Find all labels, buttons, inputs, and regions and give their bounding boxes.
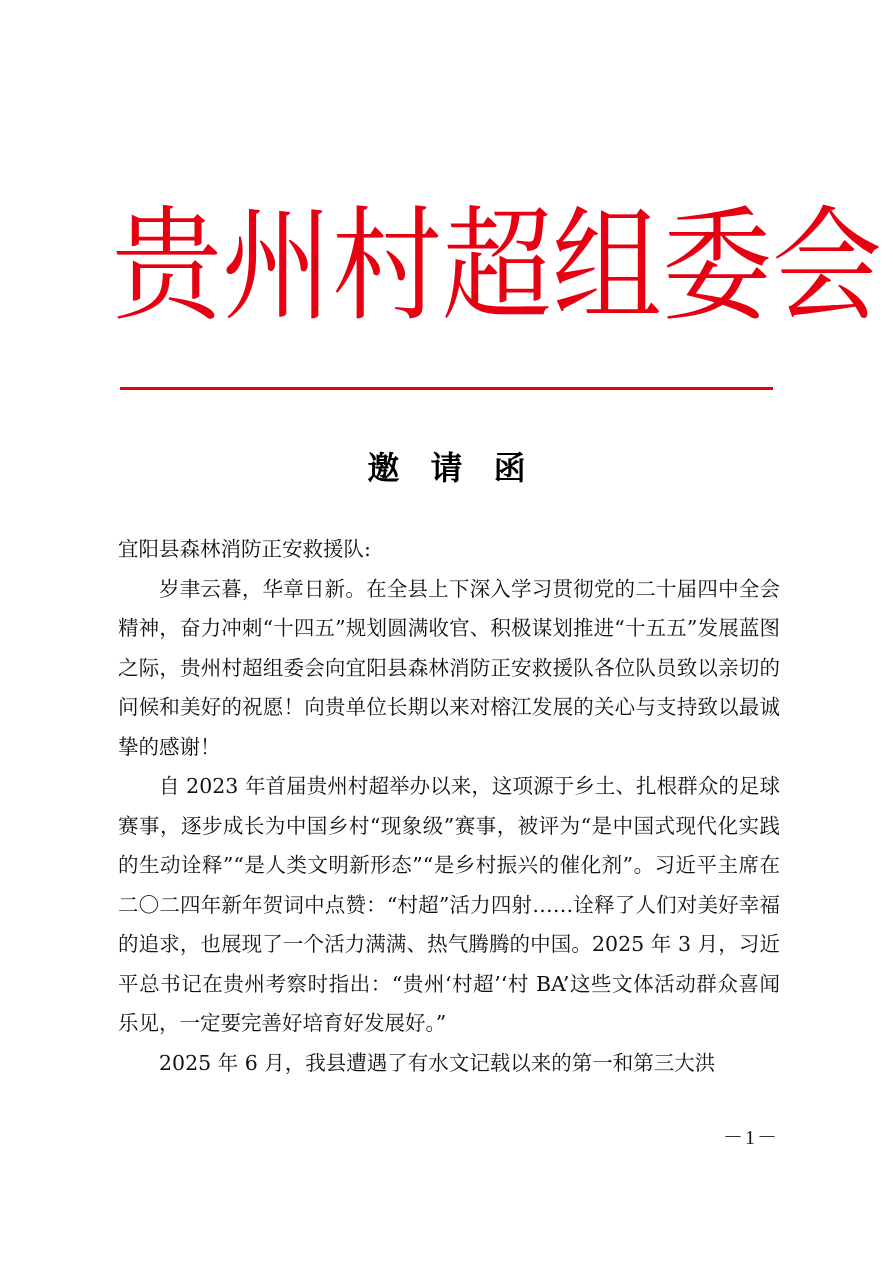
paragraph-2: 自 2023 年首届贵州村超举办以来，这项源于乡土、扎根群众的足球赛事，逐步成长为中国乡村“现象级”赛事，被评为“是中国式现代化实践的生动诠释”“是人类文明新形态”“是乡村振兴的催化剂”。习近平主席在二〇二四年新年贺词中点赞：“村超”活力四射……诠释了人们对美好幸福的追求，也展现了一个活力满满、热气腾腾的中国。2025 年 3 月，习近平总书记在贵州考察时指出：“贵州‘村超’‘村 BA’这些文体活动群众喜闻乐见，一定要完善好培育好发展好。” bbox=[118, 774, 780, 1035]
red-masthead: 贵州村超组委会 bbox=[112, 194, 882, 338]
page-number: －1－ bbox=[723, 1127, 779, 1149]
paragraph-3: 2025 年 6 月，我县遭遇了有水文记载以来的第一和第三大洪 bbox=[159, 1050, 716, 1075]
document-title: 邀 请 函 bbox=[367, 449, 536, 487]
salutation: 宜阳县森林消防正安救援队: bbox=[118, 537, 371, 561]
paragraph-1: 岁聿云暮，华章日新。在全县上下深入学习贯彻党的二十届四中全会精神，奋力冲刺“十四五”规划圆满收官、积极谋划推进“十五五”发展蓝图之际，贵州村超组委会向宜阳县森林消防正安救援队各位队员致以亲切的问候和美好的祝愿！向贵单位长期以来对榕江发展的关心与支持致以最诚挚的感谢！ bbox=[118, 576, 780, 759]
letter-body bbox=[118, 530, 780, 1083]
red-divider-line bbox=[120, 387, 773, 390]
